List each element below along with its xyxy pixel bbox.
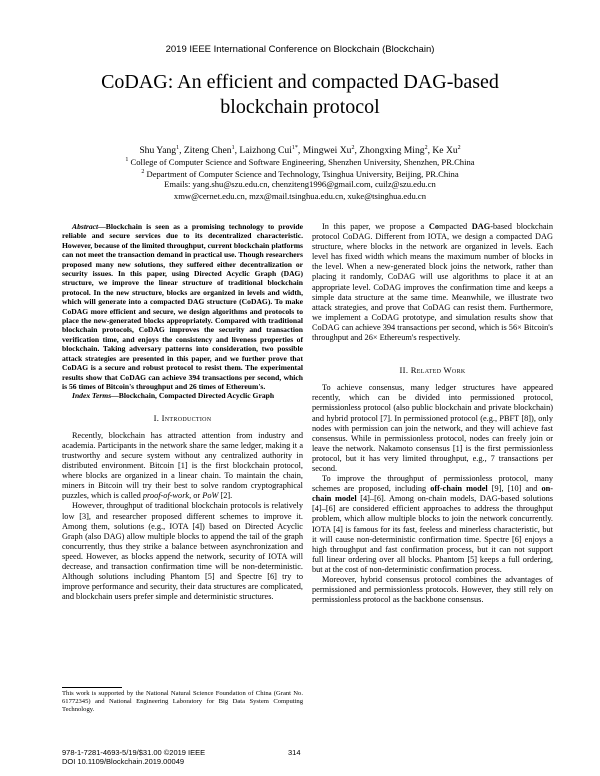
paper-title (40, 70, 560, 120)
emails-line-1: Emails: yang.shu@szu.edu.cn, chenziteng1996@gmail.com, cuilz@szu.edu.cn (164, 179, 436, 189)
right-column (312, 222, 553, 605)
footer-doi: DOI 10.1109/Blockchain.2019.00049 (62, 757, 185, 766)
author-list: Shu Yang$^1$, Ziteng Chen$^1$, Laizhong Cui$^{1*}$, Mingwei Xu$^2$, Zhongxing Ming$^2$, Ke Xu$^2$ (139, 145, 461, 157)
author: Zhongxing Ming (359, 145, 425, 157)
emails-line-2: xmw@cernet.edu.cn, mzx@mail.tsinghua.edu.cn, xuke@tsinghua.edu.cn (173, 191, 427, 201)
related-paragraph-1: To achieve consensus, many ledger structures have appeared recently, which can be divided into permissioned protocol, permissionless protocol (also public blockchain and private blockchain) and hybrid protocol [7]. In permissioned protocol (e.g., PBFT [8]), only nodes with permission can join the network, and they will achieve fast consensus. While in permissionless protocol, nodes can freely join or leave the network. Nakamoto consensus [1] is the first permissionless protocol, but it has very limited throughput, e.g., 7 transactions per second. (312, 383, 553, 473)
footer-isbn: 978-1-7281-4693-5/19/$31.00 ©2019 IEEE (62, 748, 206, 757)
section-heading-related-work: II. Related Work (399, 365, 466, 376)
author: Mingwei Xu (302, 145, 352, 157)
author: Ziteng Chen (183, 145, 232, 157)
related-paragraph-3: Moreover, hybrid consensus protocol combines the advantages of permissioned and permissionless protocols. However, they still rely on permissionless protocol as the backbone consensus. (312, 575, 553, 605)
related-paragraph-2: To improve the throughput of permissionless protocol, many schemes are proposed, including off-chain model [9], [10] and on-chain model [4]–[6]. Among on-chain models, DAG-based solutions [4]–[6] are considered efficient approaches to address the throughput problem, which allow multiple blocks to join the network concurrently. IOTA [4] is famous for its fast, feeless and minerless characteristic, but it will cause non-deterministic confirmation time. Spectre [6] enjoys a high throughput and fast confirmation process, but it can not support full linear ordering over all blocks. Phantom [5] keeps a full ordering, but at the cost of non-deterministic confirmation process. (312, 474, 553, 574)
author: Ke Xu (432, 145, 458, 157)
affiliation-1: $^1$ College of Computer Science and Software Engineering, Shenzhen University, Shenzhen, PR.China (125, 156, 475, 167)
intro-paragraph-1: Recently, blockchain has attracted attention from industry and academia. Participants in the network share the same ledger, making it a trustworthy and secure system without any centralized authority in distributed environment. Bitcoin [1] is the first blockchain protocol, where blocks are organized in a linear chain. To maintain the chain, miners in Bitcoin will try their best to solve random cryptographical puzzles, which is called proof-of-work, or PoW [2]. (62, 430, 303, 501)
left-column (62, 222, 303, 602)
index-terms: Index Terms—Blockchain, Compacted Directed Acyclic Graph (72, 391, 275, 401)
footnote-rule (62, 687, 122, 688)
page-number: 314 (288, 748, 301, 757)
footer-isbn-doi (62, 748, 205, 766)
author: Shu Yang (139, 145, 177, 157)
abstract: Abstract—Blockchain is seen as a promising technology to provide reliable and secure services due to its decentralized characteristic. However, because of the limited throughput, current blockchain platforms can not meet the transaction demand in practical use. Though researchers proposed many new solutions, they suffered either decentralization or security issues. In this paper, using Directed Acyclic Graph (DAG) structure, we improve the linear structure of traditional blockchain protocol. In the new structure, blocks are organized in levels and width, which will generate into a compacted DAG structure (CoDAG). To make CoDAG more efficient and secure, we design algorithms and protocols to place the new-generated blocks appropriately. Compared with traditional blockchain protocols, CoDAG improves the security and transaction verification time, and enjoys the consistency and liveness properties of blockchain. Taking adversary patterns into consideration, two possible attack strategies are presented in this paper, and we further prove that CoDAG is a secure and robust protocol to resist them. The experimental results show that CoDAG can achieve 394 transactions per second, which is 56 times of Bitcoin's throughput and 26 times of Ethereum's. (62, 222, 303, 391)
affiliation-2: $^2$ Department of Computer Science and Technology, Tsinghua University, Beijing, PR.China (141, 168, 459, 179)
footnote: This work is supported by the National Natural Science Foundation of China (Grant No. 61772345) and National Engineering Laboratory for Big Data System Computing Technology. (62, 690, 303, 713)
title-line-1: CoDAG: An efficient and compacted DAG-based (101, 71, 499, 93)
intro-paragraph-3: In this paper, we propose a Compacted DAG-based blockchain protocol CoDAG. Different from IOTA, we design a compacted DAG structure, where blocks in the network are organized in levels. Each level has fixed width which means the maximum number of blocks in the level. When a new-generated block joins the network, rather than placing it randomly, CoDAG will use algorithms to place it at an appropriate level. CoDAG improves the confirmation time and keeps a simple data structure at the same time. Meanwhile, we illustrate two attack strategies, and prove that CoDAG can resist them. Furthermore, we implement a CoDAG prototype, and simulation results show that CoDAG can achieve 394 transactions per second, which is 56× Bitcoin's throughput and 26× Ethereum's respectively. (312, 222, 553, 343)
intro-paragraph-2: However, throughput of traditional blockchain protocols is relatively low [3], and researcher proposed different schemes to improve it. Among them, solutions (e.g., IOTA [4]) based on Directed Acyclic Graph (also DAG) allow multiple blocks to append the tail of the graph concurrently, thus they strike a balance between asynchronization and speed. However, as blocks append the network, security of IOTA will decrease, and transaction confirmation time will be non-deterministic. Although solutions including Phantom [5] and Spectre [6] try to improve performance and security, their data structures are complicated, and blockchain users prefer simple and deterministic structures. (62, 501, 303, 602)
section-heading-introduction: I. Introduction (153, 412, 212, 423)
conference-header: 2019 IEEE International Conference on Blockchain (Blockchain) (165, 44, 435, 55)
author: Laizhong Cui (239, 145, 292, 157)
title-line-2: blockchain protocol (220, 96, 380, 118)
